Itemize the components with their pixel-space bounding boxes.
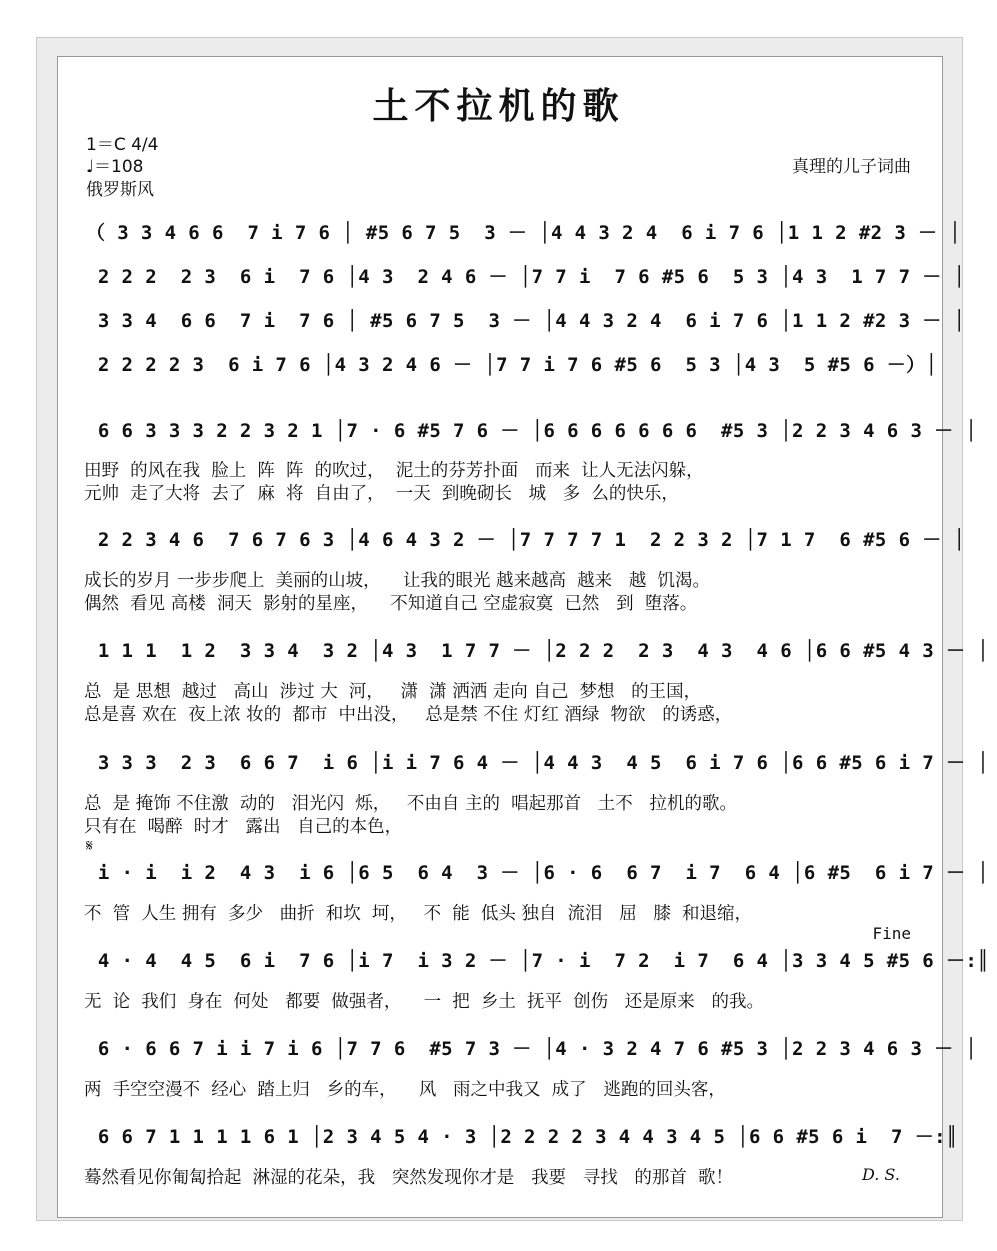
lyric-line: 只有在 喝醉 时才 露出 自己的本色， <box>84 817 403 837</box>
notation-row: 6 6 3 3 3 2 2 3 2 1 │7 · 6 #5 7 6 － │6 6 6 6 6 6 6 #5 3 │2 2 3 4 6 3 － │ <box>86 420 978 442</box>
lyric-line: 两 手空空漫不 经心 踏上归 乡的车， 风 雨之中我又 成了 逃跑的回头客， <box>84 1080 726 1100</box>
tempo-marking: ♩＝108 <box>86 157 144 177</box>
lyric-line: 总 是 思想 越过 高山 涉过 大 河， 潇 潇 洒洒 走向 自己 梦想 的王国， <box>84 682 702 702</box>
notation-row: 3 3 4 6 6 7 i 7 6 │ #5 6 7 5 3 － │4 4 3 2 4 6 i 7 6 │1 1 2 #2 3 － │ <box>86 310 966 332</box>
credits: 真理的儿子词曲 <box>792 157 911 177</box>
segno-mark: 𝄋 <box>86 836 93 855</box>
notation-row: 3 3 3 2 3 6 6 7 i 6 │i i 7 6 4 － │4 4 3 4 5 6 i 7 6 │6 6 #5 6 i 7 － │ <box>86 752 990 774</box>
notation-row: 6 · 6 6 7 i i 7 i 6 │7 7 6 #5 7 3 － │4 · 3 2 4 7 6 #5 3 │2 2 3 4 6 3 － │ <box>86 1038 978 1060</box>
notation-row: 2 2 2 2 3 6 i 7 6 │4 3 2 4 6 － │7 7 i 7 6 #5 6 5 3 │4 3 5 #5 6 －）│ <box>86 354 938 376</box>
notation-row: 6 6 7 1 1 1 1 6 1 │2 3 4 5 4 · 3 │2 2 2 2 3 4 4 3 4 5 │6 6 #5 6 i 7 －:║ <box>86 1126 958 1148</box>
song-title: 土不拉机的歌 <box>372 85 625 127</box>
notation-row: 4 · 4 4 5 6 i 7 6 │i 7 i 3 2 － │7 · i 7 2 i 7 6 4 │3 3 4 5 #5 6 －:║ <box>86 950 990 972</box>
notation-row: 2 2 2 2 3 6 i 7 6 │4 3 2 4 6 － │7 7 i 7 6 #5 6 5 3 │4 3 1 7 7 － │ <box>86 266 966 288</box>
key-signature: 1＝C 4/4 <box>86 135 159 155</box>
lyric-line: 田野 的风在我 脸上 阵 阵 的吹过， 泥土的芬芳扑面 而来 让人无法闪躲， <box>84 461 704 481</box>
lyric-line: 成长的岁月 一步步爬上 美丽的山坡， 让我的眼光 越来越高 越来 越 饥渴。 <box>84 571 710 591</box>
lyric-line: 不 管 人生 拥有 多少 曲折 和坎 坷， 不 能 低头 独自 流泪 屈 膝 和退缩， <box>84 904 753 924</box>
notation-row: i · i i 2 4 3 i 6 │6 5 6 4 3 － │6 · 6 6 7 i 7 6 4 │6 #5 6 i 7 － │ <box>86 862 990 884</box>
style-marking: 俄罗斯风 <box>86 180 154 200</box>
lyric-line: 无 论 我们 身在 何处 都要 做强者， 一 把 乡土 抚平 创伤 还是原来 的我。 <box>84 992 764 1012</box>
notation-row: （ 3 3 4 6 6 7 i 7 6 │ #5 6 7 5 3 － │4 4 3 2 4 6 i 7 6 │1 1 2 #2 3 － │ <box>86 222 962 244</box>
fine-mark: Fine <box>872 924 911 943</box>
ds-mark: D. S. <box>862 1165 900 1184</box>
lyric-line: 总是喜 欢在 夜上浓 妆的 都市 中出没， 总是禁 不住 灯红 酒绿 物欲 的诱惑， <box>84 705 733 725</box>
lyric-line: 偶然 看见 高楼 洞天 影射的星座， 不知道自己 空虚寂寞 已然 到 堕落。 <box>84 594 698 614</box>
notation-row: 2 2 3 4 6 7 6 7 6 3 │4 6 4 3 2 － │7 7 7 7 1 2 2 3 2 │7 1 7 6 #5 6 － │ <box>86 529 966 551</box>
lyric-line: 蓦然看见你匍匐拾起 淋湿的花朵，我 突然发现你才是 我要 寻找 的那首 歌！ <box>84 1168 734 1188</box>
lyric-line: 元帅 走了大将 去了 麻 将 自由了， 一天 到晚砌长 城 多 么的快乐， <box>84 484 679 504</box>
lyric-line: 总 是 掩饰 不住激 动的 泪光闪 烁， 不由自 主的 唱起那首 土不 拉机的歌。 <box>84 794 737 814</box>
notation-row: 1 1 1 1 2 3 3 4 3 2 │4 3 1 7 7 － │2 2 2 2 3 4 3 4 6 │6 6 #5 4 3 － │ <box>86 640 990 662</box>
